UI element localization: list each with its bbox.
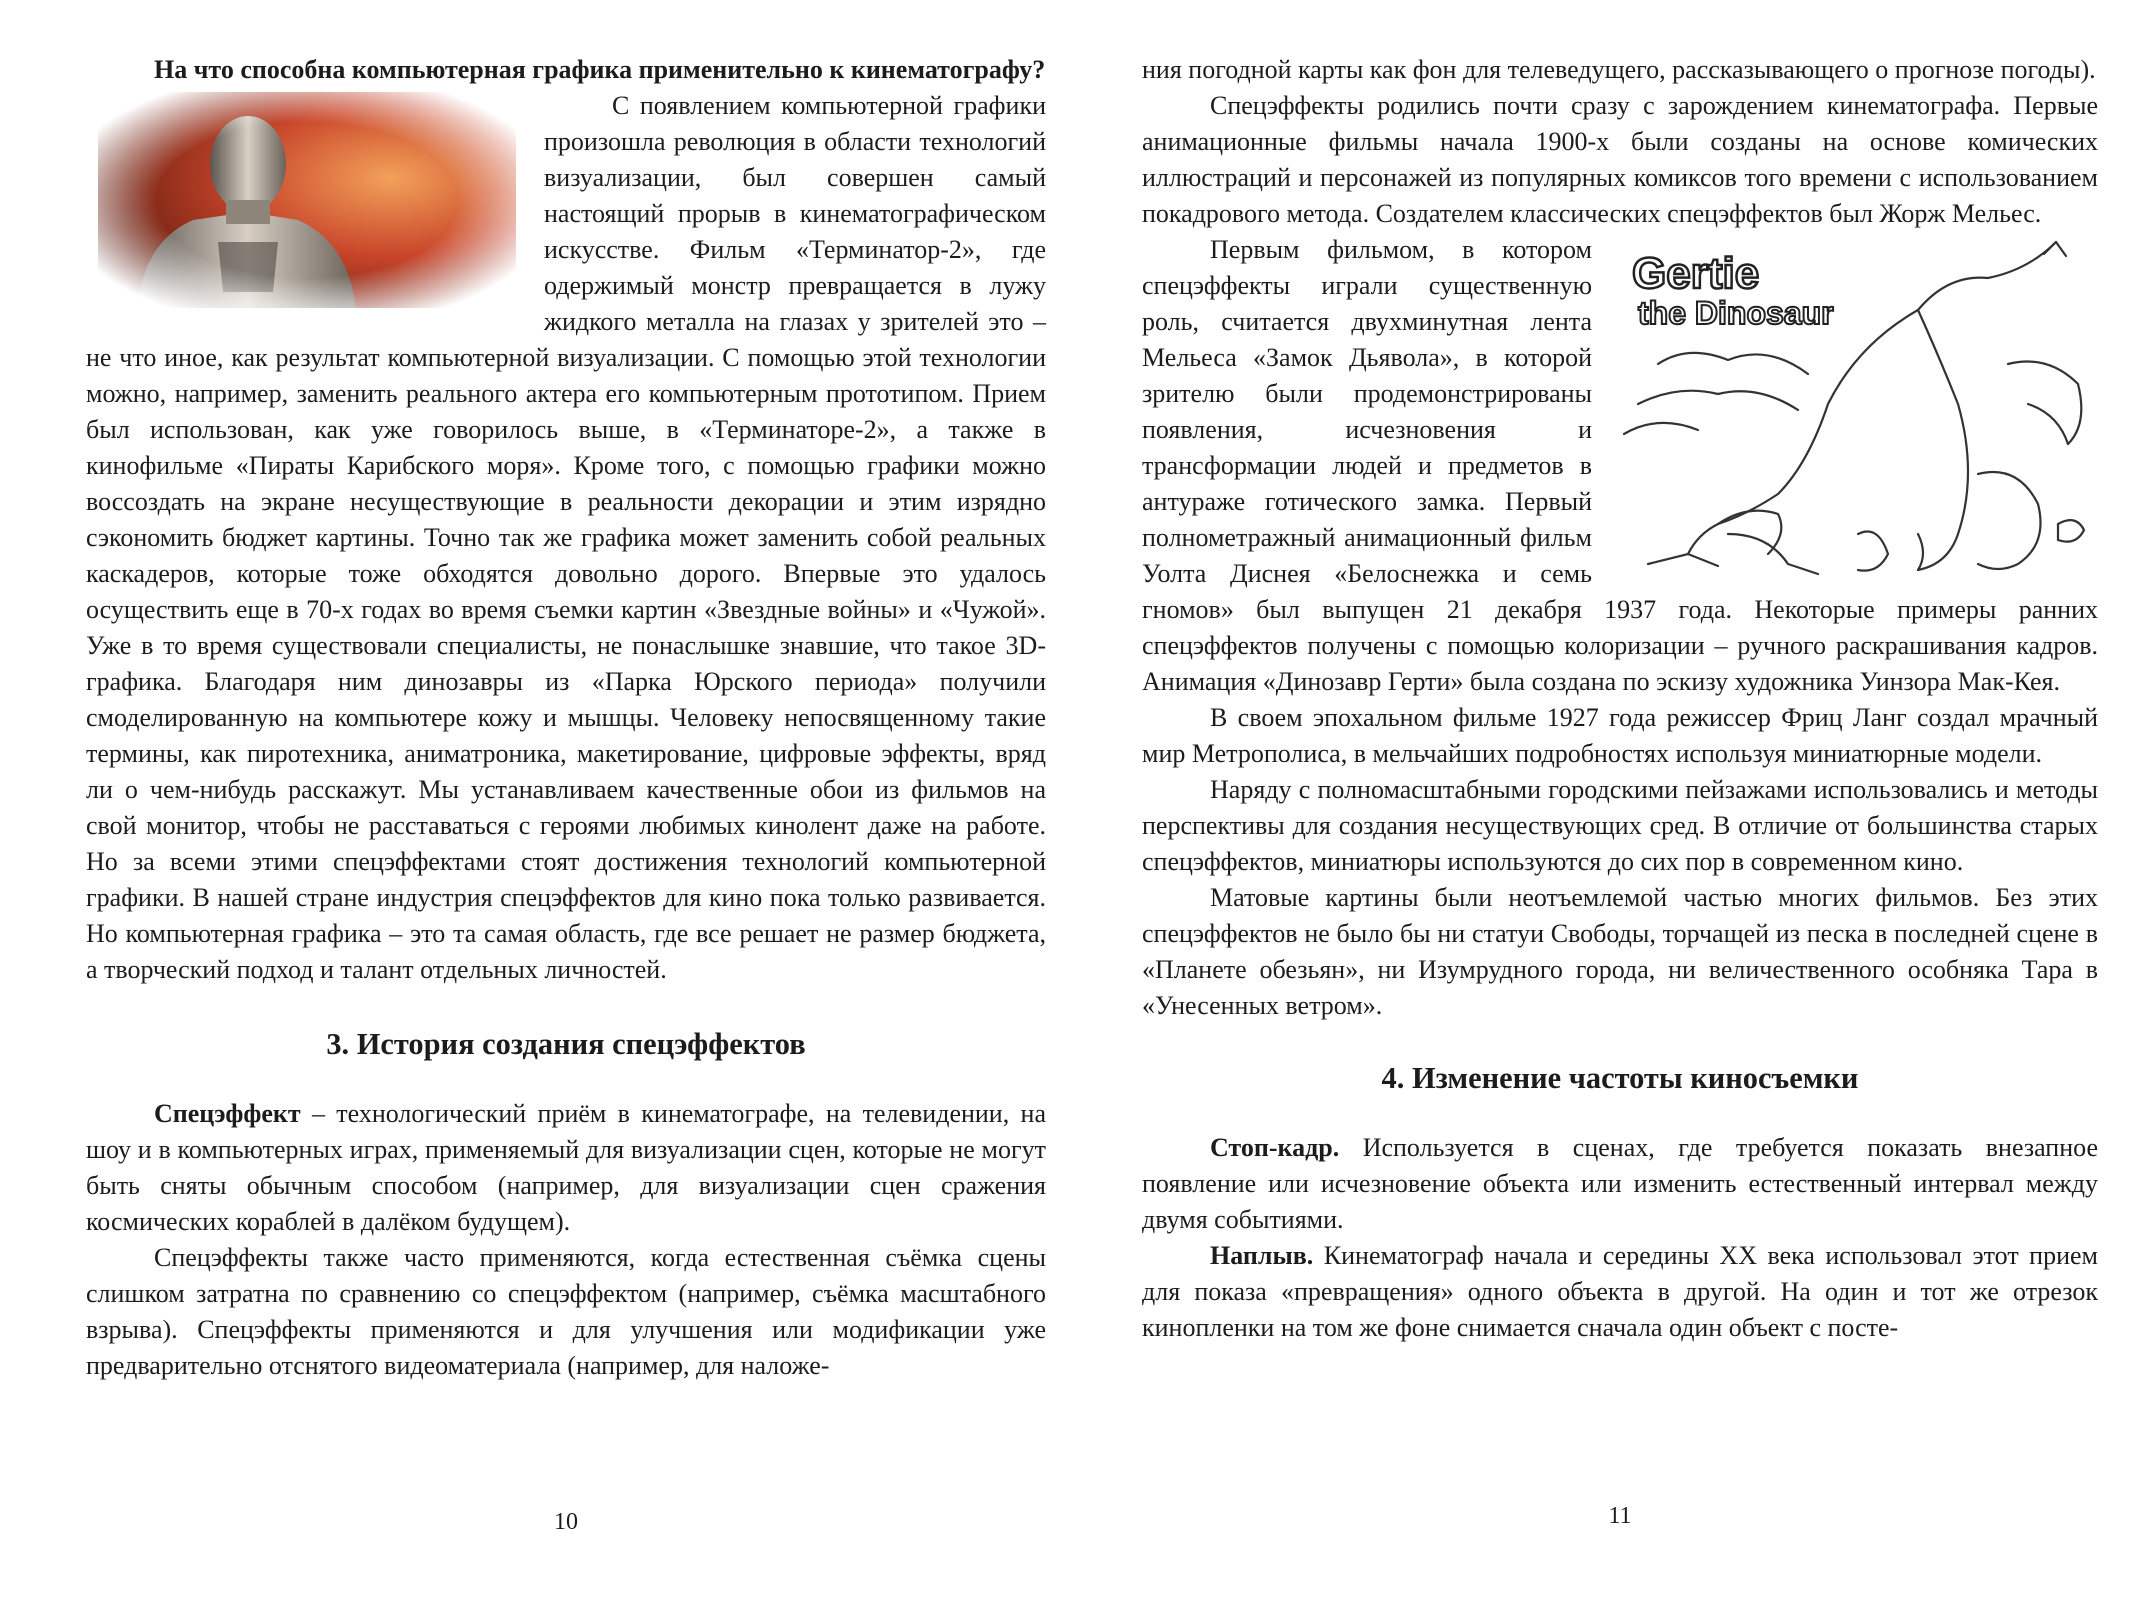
paragraph-origins: Спецэффекты родились почти сразу с зарождением кинематографа. Первые анимационные фильмы начала 1900-х были созданы на основе комических иллюстраций и персонажей из популярных комиксов того времени с использованием покадрового метода. Создателем классических спецэффектов был Жорж Мельес. — [1142, 91, 2098, 228]
paragraph-stop-frame — [1142, 1130, 2098, 1238]
terminator-image — [98, 92, 516, 308]
gertie-dinosaur-image — [1618, 234, 2098, 584]
right-column — [1142, 52, 2098, 1346]
definition-paragraph — [86, 1096, 1046, 1240]
paragraph-2: Спецэффекты также часто применяются, когда естественная съёмка сцены слишком затратна по сравнению со спецэффектом (например, съёмка масштабного взрыва). Спецэффекты применяются и для улучшения или модификации уже предварительно отснятого видеоматериала (например, для наложе- — [86, 1243, 1046, 1380]
page-number-right: 11 — [1608, 1503, 1632, 1529]
paragraph-dissolve — [1142, 1238, 2098, 1346]
question-heading: На что способна компьютерная графика применительно к кинематографу? — [154, 55, 1046, 84]
figure-title-2: the Dinosaur — [1638, 295, 1834, 331]
section-title-4: 4. Изменение частоты киносъемки — [1381, 1061, 1859, 1095]
paragraph-first-film: Первым фильмом, в котором спецэффекты играли существенную роль, считается двухминутная лента Мельеса «Замок Дьявола», в которой зрителю были продемонстрированы появления, исчезновения и трансформации людей и предметов в антураже готического замка. Первый полнометражный анимационный фильм Уолта Диснея «Белоснежка и семь гномов» был выпущен 21 декабря 1937 года. Некоторые примеры ранних спецэффектов получены с помощью колоризации – ручного раскрашивания кадров. Анимация «Динозавр Герти» была создана по эскизу художника Уинзора Мак-Кея. — [1142, 235, 2098, 696]
page-number-left: 10 — [554, 1509, 578, 1535]
definition-text: – технологический приём в кинематографе, на телевидении, на шоу и в компьютерных играх, применяемый для визуализации сцен, которые не могут быть сняты обычным способом (например, для визуализации сцен сражения космических кораблей в далёком будущем). — [86, 1099, 1046, 1236]
paragraph-miniatures: Наряду с полномасштабными городскими пейзажами использовались и методы перспективы для создания несуществующих сред. В отличие от большинства старых спецэффектов, миниатюры используются до сих пор в современном кино. — [1142, 775, 2098, 876]
term-special-effect: Спецэффект — [154, 1099, 301, 1128]
intro-paragraph: С появлением компьютерной графики произошла революция в области технологий визуализации, был совершен самый настоящий прорыв в кинематографическом искусстве. Фильм «Терминатор-2», где одержимый монстр превращается в лужу жидкого металла на глазах у зрителей это – не что иное, как результат компьютерной визуализации. С помощью этой технологии можно, например, заменить реального актера его компьютерным прототипом. Прием был использован, как уже говорилось выше, в «Терминаторе-2», а также в кинофильме «Пираты Карибского моря». Кроме того, с помощью графики можно воссоздать на экране несуществующие в реальности декорации и этим изрядно сэкономить бюджет картины. Точно так же графика может заменить собой реальных каскадеров, которые тоже обходятся довольно дорого. Впервые это удалось осуществить еще в 70-х годах во время съемки картин «Звездные войны» и «Чужой». Уже в то время существовали специалисты, не понаслышке знавшие, что такое 3D-графика. Благодаря ним динозавры из «Парка Юрского периода» получили смоделированную на компьютере кожу и мышцы. Человеку непосвященному такие термины, как пиротехника, аниматроника, макетирование, цифровые эффекты, вряд ли о чем-нибудь расскажут. Мы устанавливаем качественные обои из фильмов на свой монитор, чтобы не расставаться с героями любимых кинолент даже на работе. Но за всеми этими спецэффектами стоят достижения технологий компьютерной графики. В нашей стране индустрия спецэффектов для кино пока только развивается. Но компьютерная графика – это та самая область, где все решает не размер бюджета, а творческий подход и талант отдельных личностей. — [86, 91, 1046, 984]
term-stop-frame: Стоп-кадр. — [1210, 1133, 1340, 1162]
figure-title-1: Gertie — [1632, 249, 1760, 298]
terminator-illustration — [98, 92, 516, 308]
paragraph-matte-paintings: Матовые картины были неотъемлемой частью многих фильмов. Без этих спецэффектов не было бы ни статуи Свободы, торчащей из песка в последней сцене в «Планете обезьян», ни Изумрудного города, ни величественного особняка Тара в «Унесенных ветром». — [1142, 883, 2098, 1020]
gertie-illustration — [1618, 234, 2098, 584]
left-column — [86, 52, 1046, 1384]
paragraph-metropolis: В своем эпохальном фильме 1927 года режиссер Фриц Ланг создал мрачный мир Метрополиса, в мельчайших подробностях используя миниатюрные модели. — [1142, 703, 2098, 768]
stop-frame-text: Используется в сценах, где требуется показать внезапное появление или исчезновение объекта или изменить естественный интервал между двумя событиями. — [1142, 1133, 2098, 1234]
continued-paragraph: ния погодной карты как фон для телеведущего, рассказывающего о прогнозе погоды). — [1142, 55, 2096, 84]
term-dissolve: Наплыв. — [1210, 1241, 1314, 1270]
dissolve-text: Кинематограф начала и середины XX века использовал этот прием для показа «превращения» одного объекта в другой. На один и тот же отрезок кинопленки на том же фоне снимается сначала один объект с посте- — [1142, 1241, 2098, 1342]
section-title-3: 3. История создания спецэффектов — [326, 1027, 806, 1061]
